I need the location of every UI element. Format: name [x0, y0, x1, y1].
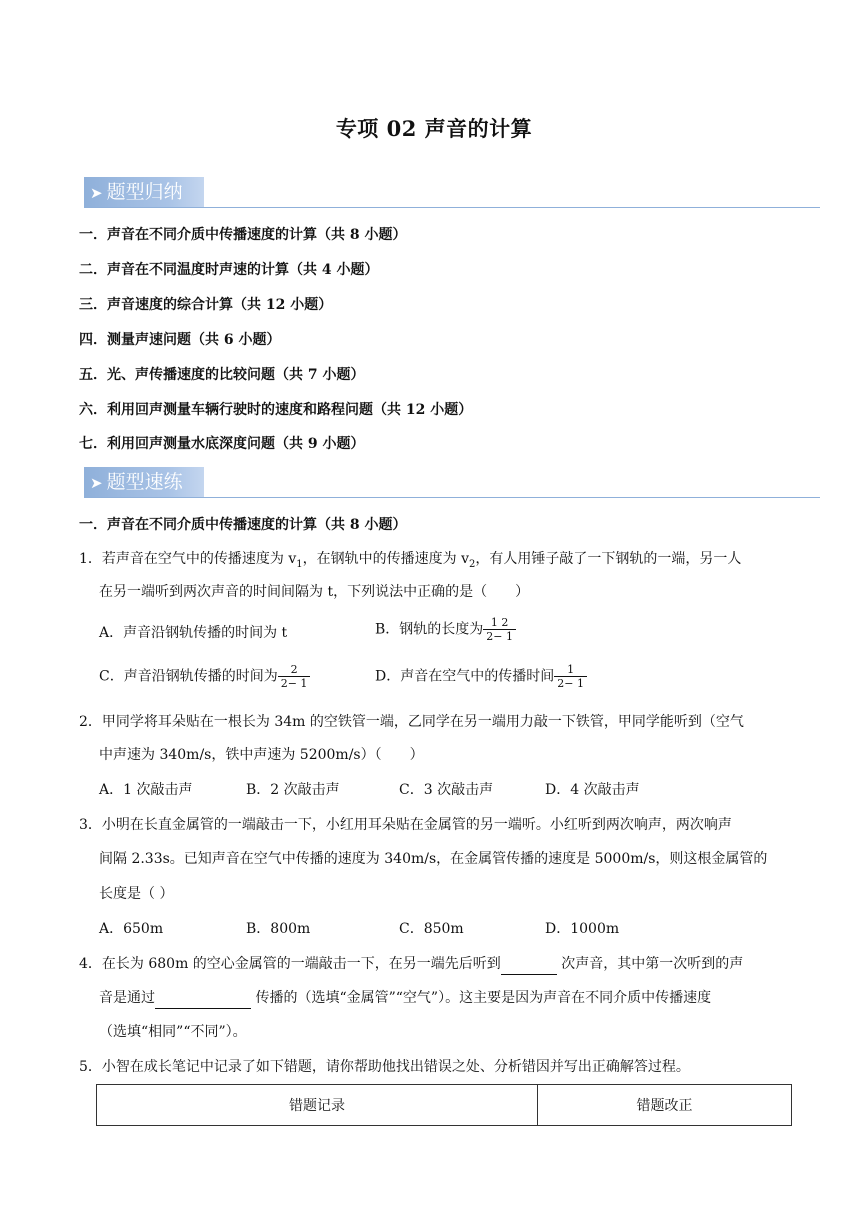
- category-item: 五．光、声传播速度的比较问题（共 7 小题）: [79, 367, 365, 383]
- question-4-line: 4．在长为 680m 的空心金属管的一端敲击一下，在另一端先后听到 次声音，其中第一次听到的声: [79, 954, 743, 975]
- section-banner-practice: [84, 467, 204, 497]
- q3-option-b: B．800m: [246, 921, 311, 937]
- category-item: 一．声音在不同介质中传播速度的计算（共 8 小题）: [79, 227, 407, 243]
- q1-option-c: C．声音沿钢轨传播的时间为 $\frac{2}{2- 1}$: [99, 663, 310, 690]
- section-label: 题型速练: [106, 471, 183, 493]
- table-row: [97, 1085, 792, 1126]
- category-item: 四．测量声速问题（共 6 小题）: [79, 332, 281, 348]
- q3-option-a: A．650m: [99, 921, 164, 937]
- fraction: $\frac{1}{2- 1}$: [554, 663, 587, 690]
- section-banner-summary: [84, 177, 204, 207]
- question-4-line: （选填“相同”“不同”）。: [99, 1024, 247, 1040]
- fraction: $\frac{1 2}{2- 1}$: [483, 616, 516, 643]
- question-2-line: 2．甲同学将耳朵贴在一根长为 34m 的空铁管一端，乙同学在另一端用力敲一下铁管，甲同学能听到（空气: [79, 714, 744, 730]
- answer-blank[interactable]: [155, 988, 251, 1009]
- category-item: 七．利用回声测量水底深度问题（共 9 小题）: [79, 436, 365, 452]
- section-divider: [84, 497, 820, 498]
- fraction: $\frac{2}{2- 1}$: [278, 663, 311, 690]
- category-item: 二．声音在不同温度时声速的计算（共 4 小题）: [79, 262, 379, 278]
- question-3-line: 间隔 2.33s。已知声音在空气中传播的速度为 340m/s，在金属管传播的速度是 5000m/s，则这根金属管的: [99, 851, 768, 867]
- question-1-line: 在另一端听到两次声音的时间间隔为 t，下列说法中正确的是（ ）: [99, 584, 530, 600]
- page-title: 专项 02 声音的计算: [335, 116, 533, 141]
- arrow-right-icon: ➤: [90, 474, 103, 492]
- section-label: 题型归纳: [106, 181, 183, 203]
- question-5-line: 5．小智在成长笔记中记录了如下错题，请你帮助他找出错误之处、分析错因并写出正确解答过程。: [79, 1059, 690, 1075]
- q3-option-c: C．850m: [399, 921, 464, 937]
- table-header-error-record: 错题记录: [97, 1085, 538, 1126]
- question-1-line: 1．若声音在空气中的传播速度为 $v_1$，在钢轨中的传播速度为 $v_2$，有人用锤子敲了一下钢轨的一端，另一人: [79, 551, 742, 570]
- q1-option-b: B．钢轨的长度为 $\frac{1 2}{2- 1}$: [375, 616, 516, 643]
- arrow-right-icon: ➤: [90, 184, 103, 202]
- q2-option-c: C．3 次敲击声: [399, 782, 494, 798]
- error-table: [96, 1084, 792, 1126]
- answer-blank[interactable]: [501, 954, 557, 975]
- q2-option-b: B．2 次敲击声: [246, 782, 340, 798]
- question-2-line: 中声速为 340m/s，铁中声速为 5200m/s）（ ）: [99, 747, 424, 763]
- question-3-line: 长度是（ ）: [99, 886, 174, 902]
- q2-option-d: D．4 次敲击声: [545, 782, 640, 798]
- category-item: 三．声音速度的综合计算（共 12 小题）: [79, 297, 333, 313]
- table-header-error-correction: 错题改正: [538, 1085, 792, 1126]
- practice-heading: 一．声音在不同介质中传播速度的计算（共 8 小题）: [79, 517, 407, 533]
- q2-option-a: A．1 次敲击声: [99, 782, 193, 798]
- question-4-line: 音是通过 传播的（选填“金属管”“空气”）。这主要是因为声音在不同介质中传播速度: [99, 988, 711, 1009]
- q3-option-d: D．1000m: [545, 921, 620, 937]
- q1-option-a: A．声音沿钢轨传播的时间为 t: [99, 625, 288, 641]
- q1-option-d: D．声音在空气中的传播时间 $\frac{1}{2- 1}$: [375, 663, 587, 690]
- question-3-line: 3．小明在长直金属管的一端敲击一下，小红用耳朵贴在金属管的另一端听。小红听到两次响声，两次响声: [79, 817, 732, 833]
- category-item: 六．利用回声测量车辆行驶时的速度和路程问题（共 12 小题）: [79, 402, 473, 418]
- section-divider: [84, 207, 820, 208]
